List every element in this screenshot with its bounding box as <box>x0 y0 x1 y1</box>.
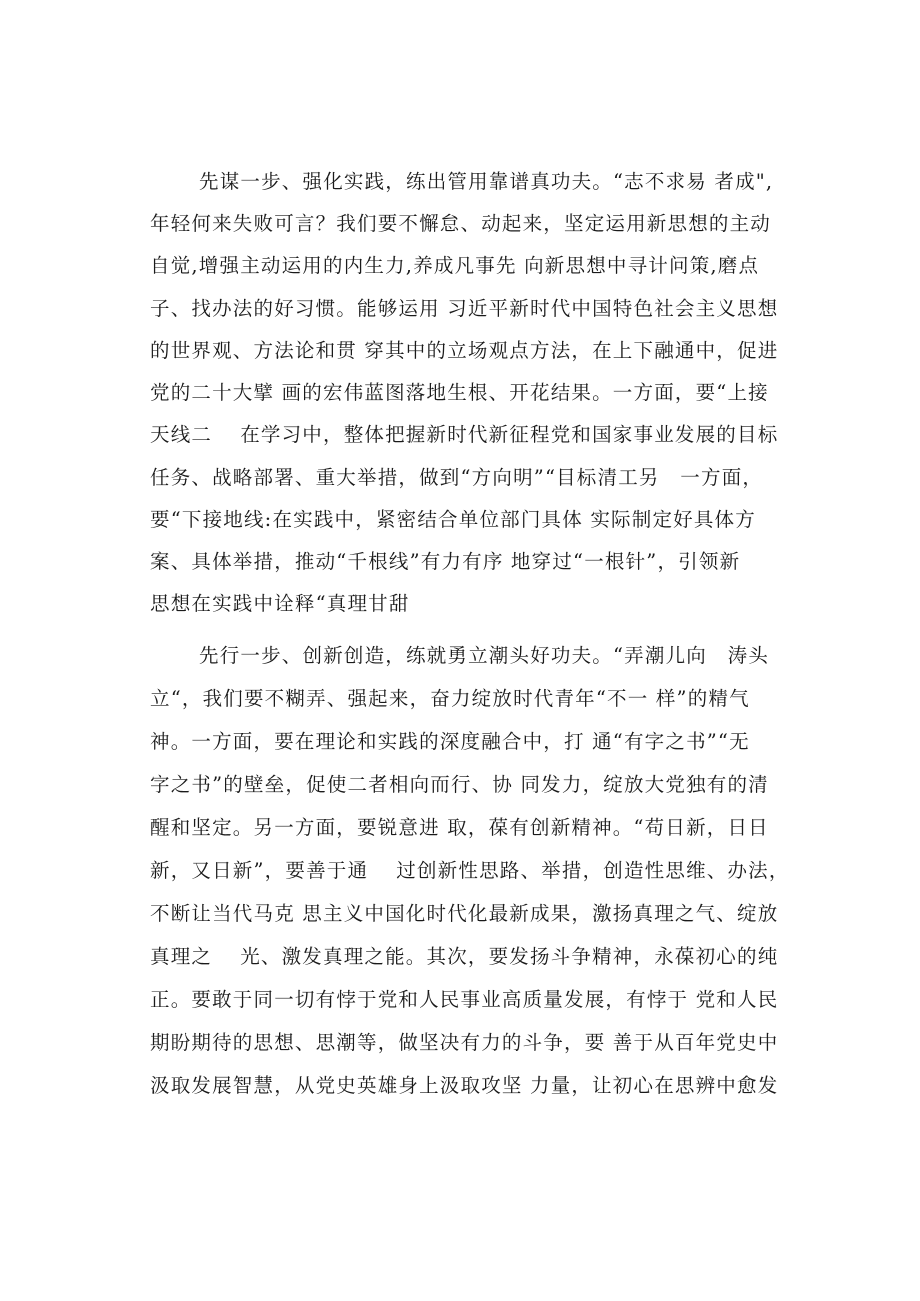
text-line: 神。一方面，要在理论和实践的深度融合中，打 通“有字之书”“无 <box>150 730 750 753</box>
text-line: 立“，我们要不糊弄、强起来，奋力绽放时代青年“不一 样”的精气 <box>150 687 750 710</box>
text-line: 子、找办法的好习惯。能够运用 习近平新时代中国特色社会主义思想 <box>150 297 779 320</box>
text-line: 思想在实践中诠释“真理甘甜 <box>150 592 410 615</box>
text-line: 年轻何来失败可言？我们要不懈怠、动起来，坚定运用新思想的主动 <box>150 212 772 235</box>
text-line: 新，又日新”，要善于通 过创新性思路、举措，创造性思维、办法， <box>150 859 790 882</box>
text-line: 正。要敢于同一切有悖于党和人民事业高质量发展，有悖于 党和人民 <box>150 988 779 1011</box>
text-line: 的世界观、方法论和贯 穿其中的立场观点方法，在上下融通中，促进 <box>150 339 779 362</box>
text-line: 天线二 在学习中，整体把握新时代新征程党和国家事业发展的目标 <box>150 423 779 446</box>
text-line: 先谋一步、强化实践，练出管用靠谱真功夫。“志不求易 者成", <box>199 170 774 193</box>
text-line: 党的二十大擘 画的宏伟蓝图落地生根、开花结果。一方面，要“上接 <box>150 381 769 404</box>
text-line: 不断让当代马克 思主义中国化时代化最新成果，激扬真理之气、绽放 <box>150 902 779 925</box>
text-line: 醒和坚定。另一方面，要锐意进 取，葆有创新精神。“苟日新，日日 <box>150 816 769 839</box>
text-line: 案、具体举措，推动“千根线”有力有序 地穿过“一根针”，引领新 <box>150 550 741 573</box>
text-line: 汲取发展智慧，从党史英雄身上汲取攻坚 力量，让初心在思辨中愈发 <box>150 1074 779 1097</box>
text-line: 字之书”的壁垒，促使二者相向而行、协 同发力，绽放大党独有的清 <box>150 773 769 796</box>
text-line: 要“下接地线:在实践中，紧密结合单位部门具体 实际制定好具体方 <box>150 508 756 531</box>
text-line: 先行一步、创新创造，练就勇立潮头好功夫。“弄潮儿向 涛头 <box>199 644 770 667</box>
text-line: 真理之 光、激发真理之能。其次，要发扬斗争精神，永葆初心的纯 <box>150 945 779 968</box>
text-line: 期盼期待的思想、思潮等，做坚决有力的斗争，要 善于从百年党史中 <box>150 1031 779 1054</box>
text-line: 任务、战略部署、重大举措，做到“方向明”“目标清工另 一方面， <box>150 466 764 489</box>
text-line: 自觉,增强主动运用的内生力,养成凡事先 向新思想中寻计问策,磨点 <box>150 254 760 277</box>
